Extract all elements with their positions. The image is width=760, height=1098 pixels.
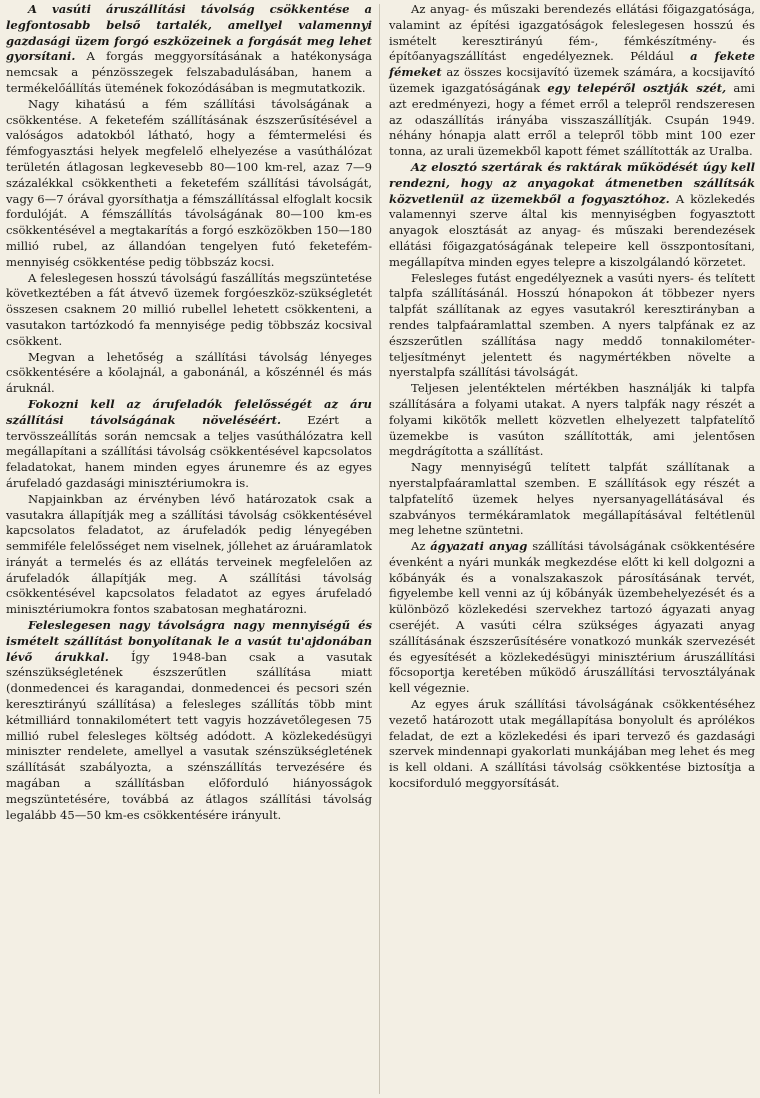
paragraph	[389, 539, 755, 697]
text-run: ami azt eredményezi, hogy a fémet erről a telepről rendszeresen az odaszállítás irányába visszaszállítják. Csupán 1949. néhány hónapja alatt erről a telepről több mint 100 ezer tonna, az urali üzemekből kapott fémet szállították az Uralba.	[389, 80, 755, 159]
paragraph	[389, 381, 755, 460]
text-run: szállítási távolságának csökkentésére évenként a nyári munkák megkezdése előtt ki kell dolgozni a kőbányák és a vonalszakaszok párosításának tervét, figyelembe kell venni az új kőbányák üzembehelyezését és a különböző közlekedési szervekhez tartozó ágyazati anyag cseréjét. A vasúti célra szükséges ágyazati anyag szállításának észszerűsítésére vonatkozó munkák szervezését és egyesítését a közlekedésügyi minisztérium áruszállítási főcsoportja keretében működő áruszállítási tervosztályának kell végeznie.	[389, 539, 756, 696]
text-run: Felesleges futást engedélyeznek a vasúti nyers- és telített talpfa szállításánál. Hosszú hónapokon át többezer nyers talpfát szállítanak az egyes vasutakról keresztirányban a rendes talpfaáramlattal szemben. A nyers talpfának ez az észszerűtlen szállítása nagy meddő tonnakilométer-teljesítményt jelentett és nagymértékben növelte a nyerstalpfa szállítási távolságát.	[389, 270, 755, 380]
text-run: A közlekedés valamennyi szerve által kis mennyiségben fogyasztott anyagok elosztását az anyag- és műszaki berendezések ellátási főigazgatóságának telepeire kell összpontosítani, megállapítva minden egyes telepre a kiszolgálandó körzetet.	[389, 191, 756, 269]
emphasized-text: Az elosztó szertárak és raktárak működését úgy kell rendezni, hogy az anyagokat átmenetben szállítsák közvetlenül az üzemekből a fogyasztóhoz.	[389, 159, 755, 206]
paragraph	[6, 492, 372, 618]
column-divider	[379, 4, 380, 1094]
text-run: Így 1948-ban csak a vasutak szénszükségletének észszerűtlen szállítása miatt (donmedencei és karagandai, donmedencei és pecsori szén keresztirányú szállítása) a felesleges szállítás több mint kétmilliárd tonnakilométert tett vagyis hozzávetőlegesen 75 millió rubel felesleges költség adódott. A közlekedésügyi miniszter rendelete, amellyel a vasutak szénszükségletének szállítását szabályozta, a szénszállítás tervezésére és magában a szállításban előforduló hiányosságok megszüntetésére, továbbá az átlagos szállítási távolság legalább 45—50 km-es csökkentésére irányult.	[6, 649, 373, 822]
text-run: Nagy mennyiségű telített talpfát szállítanak a nyerstalpfaáramlattal szemben. E szállítások egy részét a talpfatelítő üzemek helyes nyersanyagellátásával és szabványos termékáramlatok megállapításával feltétlenül meg lehetne szüntetni.	[389, 460, 755, 538]
emphasized-text: Feleslegesen nagy távolságra nagy mennyiségű és ismételt szállítást bonyolítanak le a vasút tu'ajdonában lévő árukkal.	[6, 618, 372, 664]
text-run: Az anyag- és műszaki berendezés ellátási főigazgatósága, valamint az építési igazgatóságok feleslegesen hosszú és ismételt keresztirányú fém-, fémkészítmény- és építőanyagszállítást engedélyeznek. Például	[389, 2, 755, 64]
paragraph	[6, 397, 372, 492]
emphasized-text: Fokozni kell az árufeladók felelősségét az áru szállítási távolságának növeléséért.	[6, 396, 372, 427]
emphasized-text: egy telepéről osztják szét,	[547, 80, 727, 95]
left-column	[6, 2, 372, 823]
text-run: Megvan a lehetőség a szállítási távolság lényeges csökkentésére a kőolajnál, a gabonánál, a kőszénnél és más áruknál.	[6, 349, 372, 396]
paragraph	[6, 350, 372, 397]
text-run: az összes kocsijavító üzemek számára, a kocsijavító üzemek igazgatóságának	[389, 65, 755, 95]
paragraph	[389, 160, 755, 271]
paragraph	[6, 2, 372, 97]
paragraph	[6, 618, 372, 823]
text-run: Nagy kihatású a fém szállítási távolságának a csökkentése. A feketefém szállításának észszerűsítésével a valóságos adatokból látható, hogy a fémtermelési és fémfogyasztási helyek megfelelő elhelyezése a vasúthálózat területén átlagosan legkevesebb 80—100 km-rel, azaz 7—9 százalékkal csökkentheti a feketefém szállítási távolságát, vagy 6—7 órával gyorsíthatja a fémszállítással elfoglalt kocsik fordulóját. A fémszállítás távolságának 80—100 km-es csökkentésével a megtakarítás a forgó eszközökben 150—180 millió rubel, az állandóan tengelyen futó feketefém-mennyiség csökkentése pedig többszáz kocsi.	[6, 96, 372, 269]
right-column	[389, 2, 755, 792]
paragraph	[389, 697, 755, 792]
emphasized-text: ágyazati anyag	[430, 539, 528, 554]
paragraph	[6, 97, 372, 271]
paragraph	[389, 271, 755, 382]
text-run: A forgás meggyorsításának a hatékonysága nemcsak a pénzösszegek felszabadulásában, hanem a termékelőállítás ütemének fokozódásában is megmutatkozik.	[6, 49, 372, 95]
text-run: Ezért a tervösszeállítás során nemcsak a teljes vasúthálózatra kell megállapítani a szállítási távolság csökkentésével kapcsolatos feladatokat, hanem minden egyes árunemre és az egyes árufeladó gazdasági minisztériumokra is.	[6, 412, 372, 490]
text-run: Az egyes áruk szállítási távolságának csökkentéséhez vezető határozott utak megállapítása bonyolult és aprólékos feladat, de ezt a közlekedési és ipari tervező és gazdasági szervek mindennapi gyakorlati munkájában meg lehet és meg is kell oldani. A szállítási távolság csökkentése biztosítja a kocsiforduló meggyorsítását.	[389, 697, 755, 791]
emphasized-text: a fekete fémeket	[389, 49, 755, 80]
text-run: A feleslegesen hosszú távolságú faszállítás megszüntetése következtében a fát átvevő üzemek forgóeszköz-szükségletét összesen csaknem 20 millió rubellel lehetett csökkenteni, a vasutakon tartózkodó fa mennyisége pedig többszáz kocsival csökkent.	[6, 270, 372, 348]
text-run: Teljesen jelentéktelen mértékben használják ki talpfa szállítására a folyami utakat. A nyers talpfák nagy részét a folyami kikötők mellett közvetlen elhelyezett talpfatelítő üzemekbe is vasúton szállították, ami jelentősen megdrágította a szállítást.	[389, 381, 755, 459]
text-run: Napjainkban az érvényben lévő határozatok csak a vasutakra állapítják meg a szállítási távolság csökkentésével kapcsolatos feladatot, az árufeladók pedig lényegében semmiféle felelősséget nem viselnek, jóllehet az áruáramlatok irányát a termelés és az ellátás terveinek megfelelően az árufeladók állapítják meg. A szállítási távolság csökkentésével kapcsolatos feladatot az egyes árufeladó minisztériumokra fontos szabatosan meghatározni.	[6, 491, 373, 617]
paragraph	[6, 271, 372, 350]
emphasized-text: A vasúti áruszállítási távolság csökkentése a legfontosabb belső tartalék, amellyel valamennyi gazdasági üzem forgó eszközeinek a forgását meg lehet gyorsítani.	[6, 2, 372, 64]
paragraph	[389, 460, 755, 539]
text-run: Az	[411, 539, 431, 554]
paragraph	[389, 2, 755, 160]
